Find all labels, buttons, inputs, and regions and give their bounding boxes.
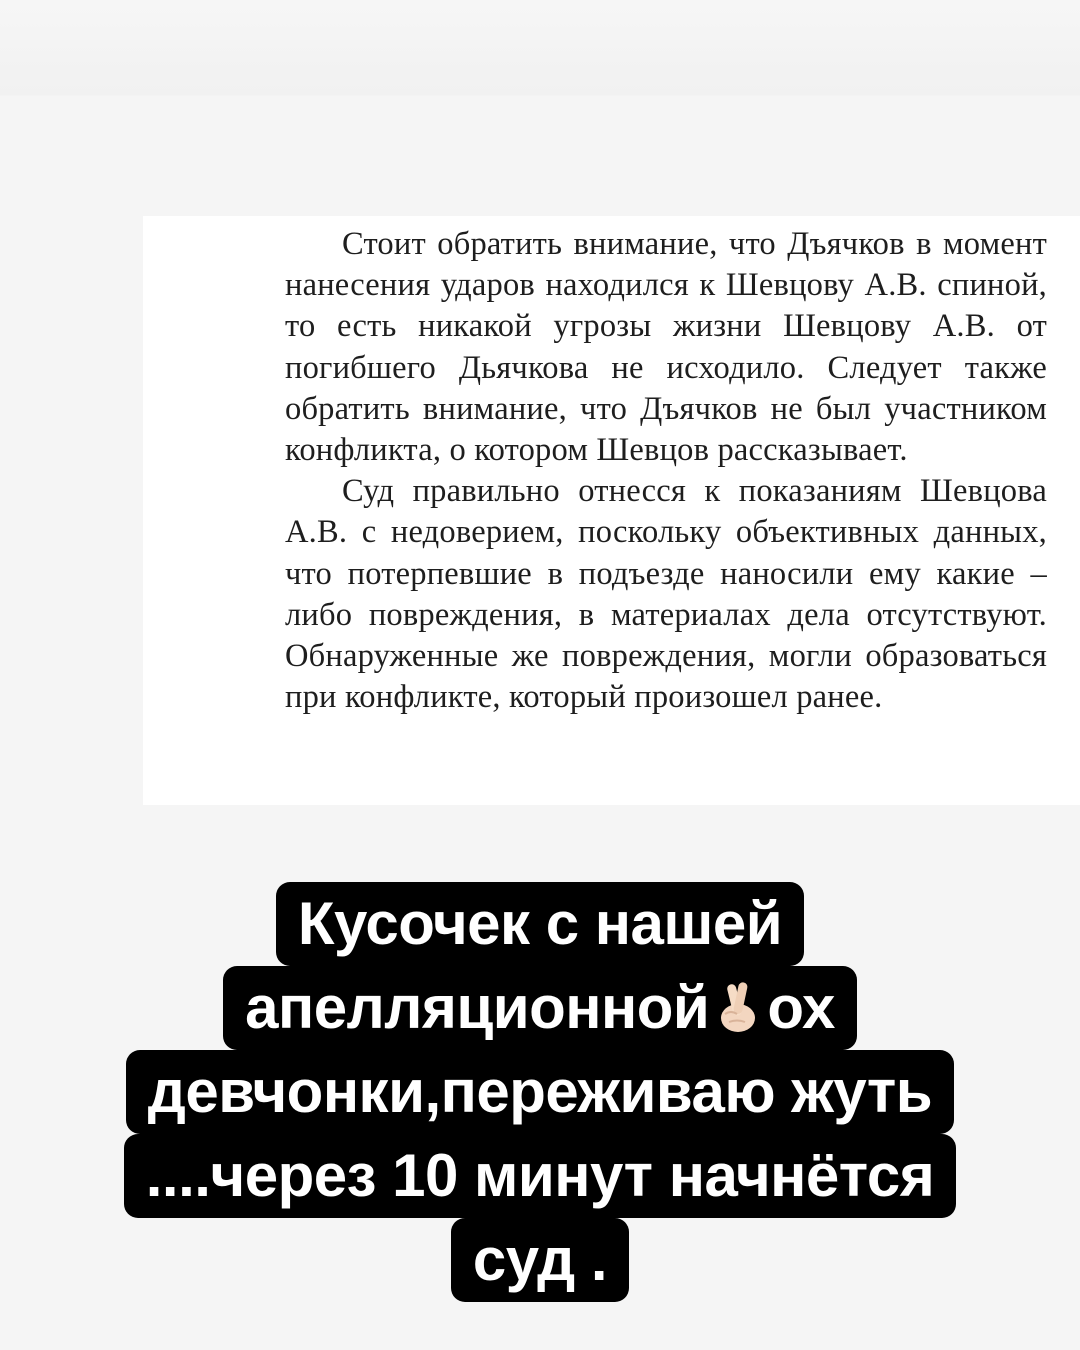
- caption-line-4: ....через 10 минут начнётся: [124, 1134, 957, 1218]
- caption-line-3: девчонки,переживаю жуть: [126, 1050, 954, 1134]
- document-excerpt: [143, 216, 1080, 805]
- document-paragraph-2: Суд правильно отнесся к показаниям Шевцова А.В. с недоверием, поскольку объективных данных, что потерпевшие в подъезде наносили ему какие – либо повреждения, в материалах дела отсутствуют. Обнаруженные же повреждения, могли образоваться при конфликте, который произошел ранее.: [285, 473, 1047, 716]
- story-caption: [0, 882, 1080, 1302]
- crossed-fingers-emoji: [715, 972, 761, 1030]
- caption-line-2-text: апелляционной: [245, 974, 710, 1041]
- caption-line-1: Кусочек с нашей: [276, 882, 804, 966]
- caption-line-2: [223, 966, 857, 1050]
- document-text: [285, 224, 1047, 718]
- document-paragraph-1: Стоит обратить внимание, что Дъячков в момент нанесения ударов находился к Шевцову А.В. спиной, то есть никакой угрозы жизни Шевцову А.В. от погибшего Дьячкова не исходило. Следует также обратить внимание, что Дъячков не был участником конфликта, о котором Шевцов рассказывает.: [285, 226, 1047, 469]
- caption-line-5: суд .: [451, 1218, 629, 1302]
- caption-line-2-end: ох: [767, 974, 835, 1041]
